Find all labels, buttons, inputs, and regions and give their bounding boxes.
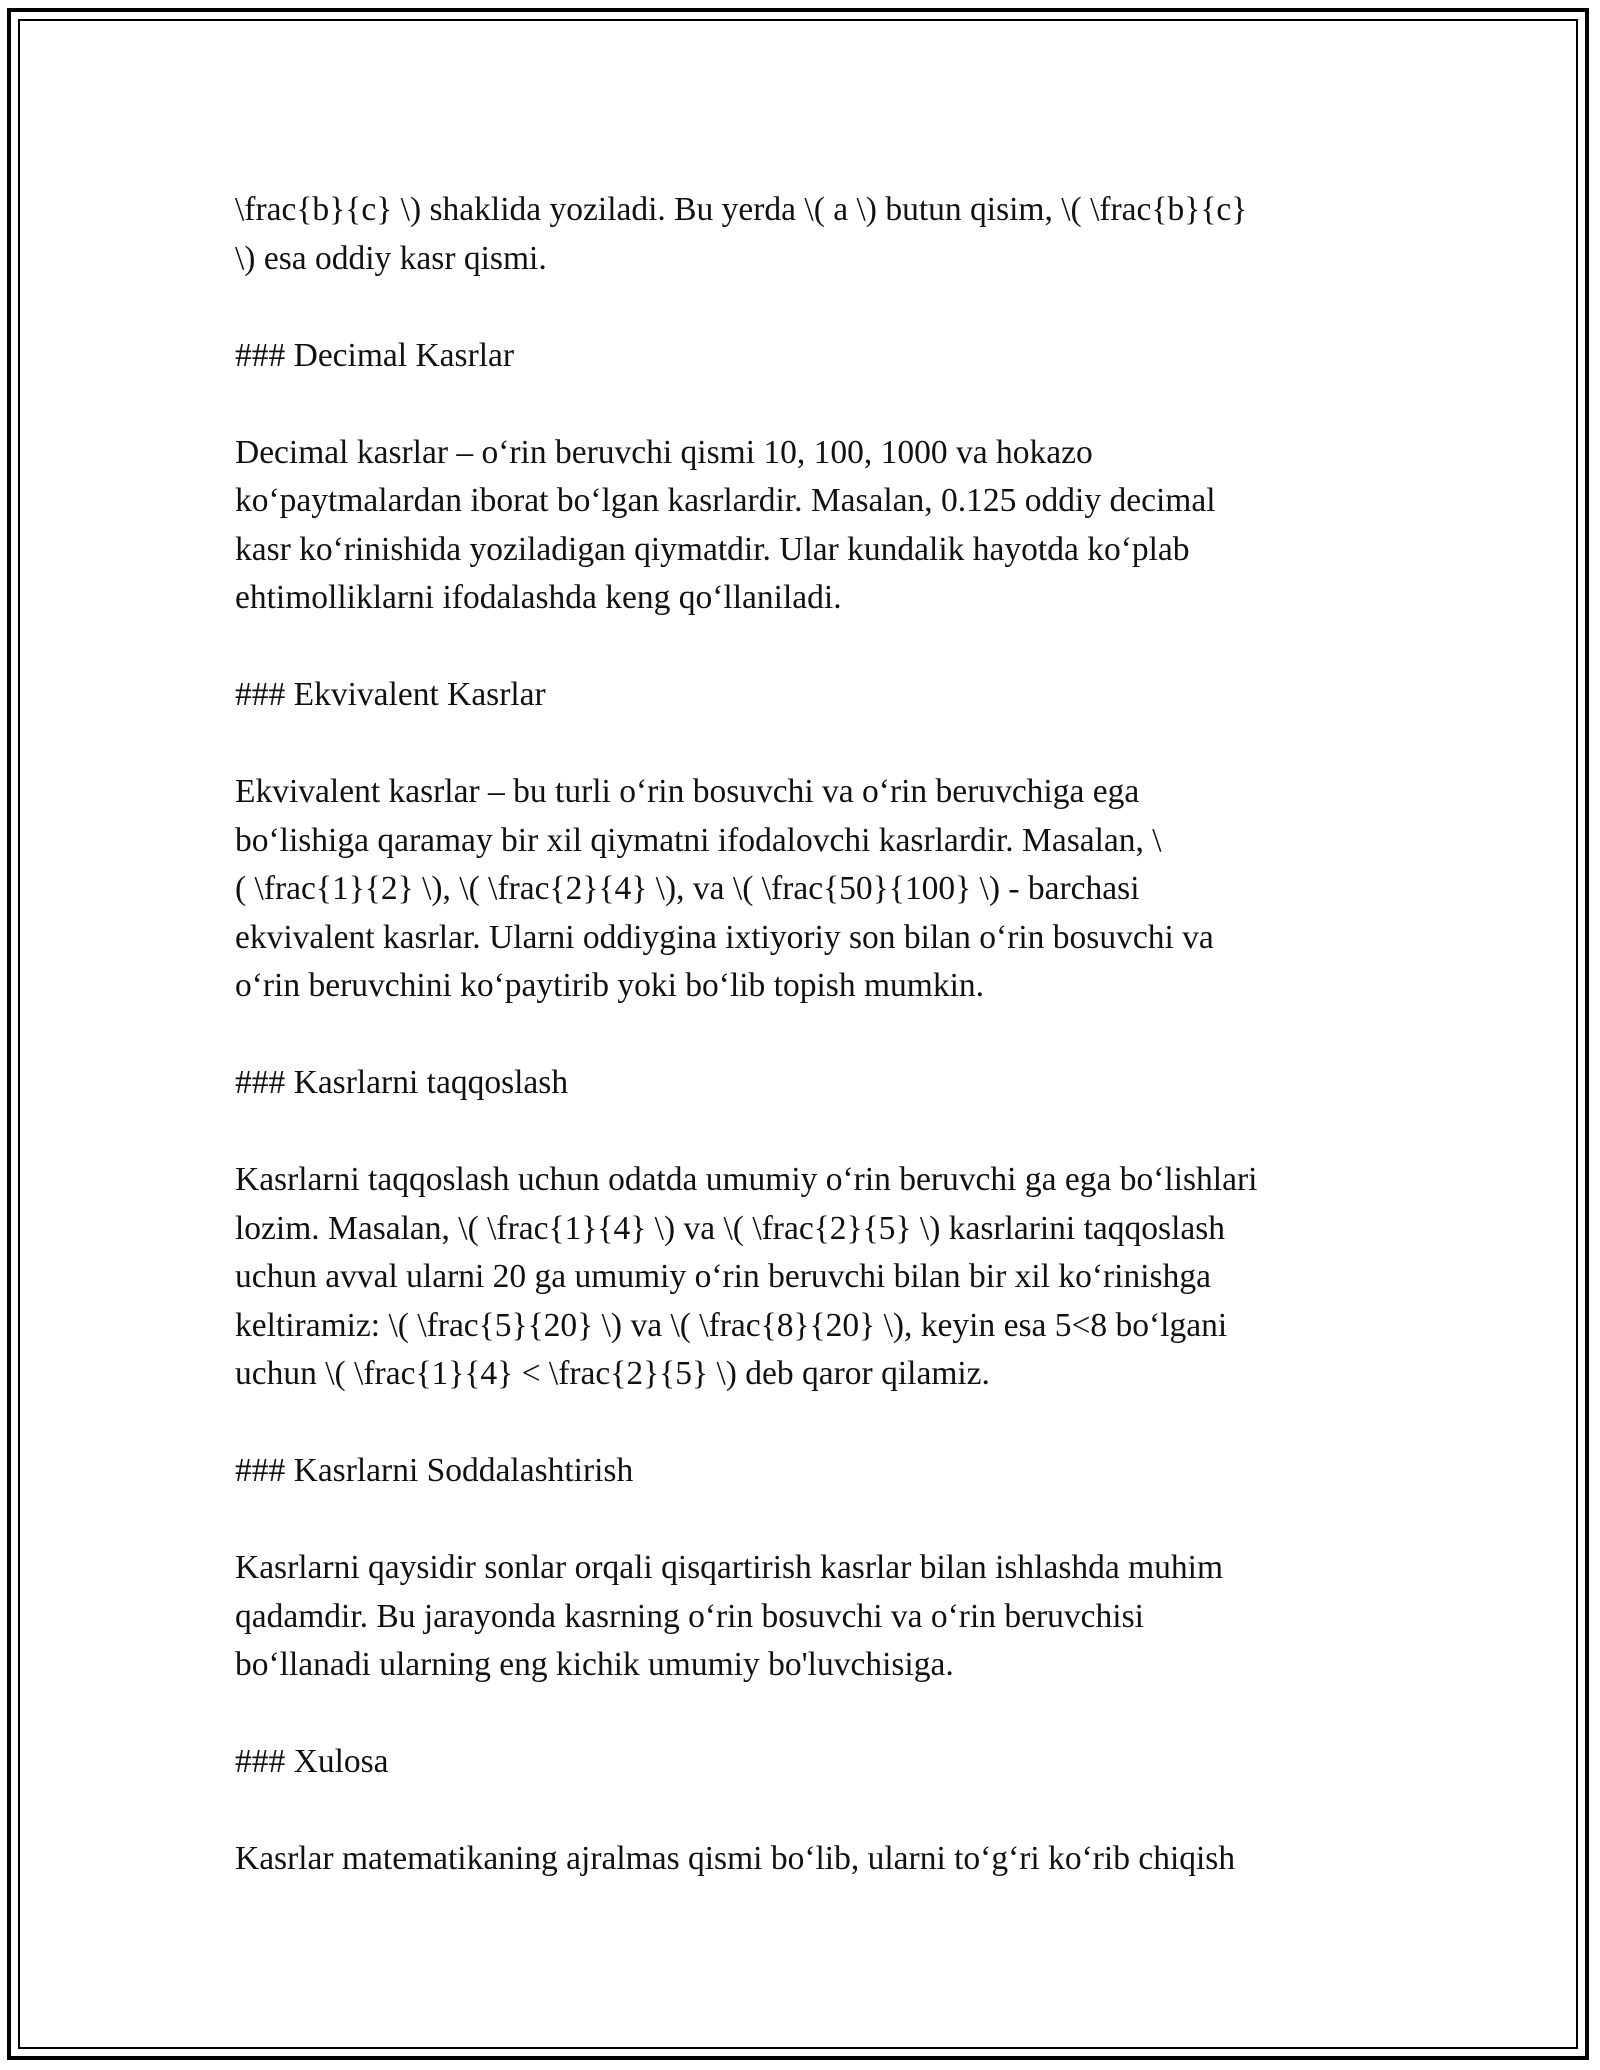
paragraph-ekvivalent-kasrlar — [235, 768, 1375, 1011]
text-line: Kasrlarni qaysidir sonlar orqali qisqartirish kasrlar bilan ishlashda muhim — [235, 1549, 1224, 1586]
text-line: Decimal kasrlar – o‘rin beruvchi qismi 10, 100, 1000 va hokazo — [235, 433, 1093, 471]
heading-decimal-kasrlar — [235, 332, 1375, 381]
heading-kasrlarni-soddalashtirish — [235, 1447, 1375, 1496]
text-line: kasr ko‘rinishida yoziladigan qiymatdir. Ular kundalik hayotda ko‘plab — [235, 530, 1190, 568]
text-line: Kasrlar matematikaning ajralmas qismi bo‘lib, ularni to‘g‘ri ko‘rib chiqish — [235, 1840, 1236, 1877]
text-line: Ekvivalent kasrlar – bu turli o‘rin bosuvchi va o‘rin beruvchiga ega — [235, 773, 1140, 810]
text-line: lozim. Masalan, \( \frac{1}{4} \) va \( \frac{2}{5} \) kasrlarini taqqoslash — [235, 1209, 1226, 1247]
text-line: o‘rin beruvchini ko‘paytirib yoki bo‘lib topish mumkin. — [235, 967, 985, 1004]
paragraph-kasrlarni-soddalashtirish — [235, 1544, 1375, 1690]
heading-xulosa — [235, 1738, 1375, 1787]
text-line: \frac{b}{c} \) shaklida yoziladi. Bu yerda \( a \) butun qisim, \( \frac{b}{c} — [235, 191, 1248, 228]
document-body — [235, 186, 1375, 1884]
paragraph-kasrlarni-taqqoslash — [235, 1156, 1375, 1399]
text-line: ( \frac{1}{2} \), \( \frac{2}{4} \), va \( \frac{50}{100} \) - barchasi — [235, 870, 1140, 907]
text-line: qadamdir. Bu jarayonda kasrning o‘rin bosuvchi va o‘rin beruvchisi — [235, 1597, 1144, 1635]
text-line: Kasrlarni taqqoslash uchun odatda umumiy o‘rin beruvchi ga ega bo‘lishlari — [235, 1161, 1258, 1198]
text-line: keltiramiz: \( \frac{5}{20} \) va \( \frac{8}{20} \), keyin esa 5<8 bo‘lgani — [235, 1306, 1228, 1344]
heading-text: ### Decimal Kasrlar — [235, 336, 515, 374]
text-line: ekvivalent kasrlar. Ularni oddiygina ixtiyoriy son bilan o‘rin bosuvchi va — [235, 918, 1214, 956]
heading-text: ### Kasrlarni taqqoslash — [235, 1064, 569, 1101]
paragraph-xulosa — [235, 1835, 1375, 1884]
text-line: bo‘llanadi ularning eng kichik umumiy bo'luvchisiga. — [235, 1646, 954, 1683]
heading-ekvivalent-kasrlar — [235, 671, 1375, 720]
text-line: ko‘paytmalardan iborat bo‘lgan kasrlardir. Masalan, 0.125 oddiy decimal — [235, 482, 1216, 519]
paragraph-decimal-kasrlar — [235, 429, 1375, 623]
text-line: \) esa oddiy kasr qismi. — [235, 239, 547, 277]
text-line: ehtimolliklarni ifodalashda keng qo‘llaniladi. — [235, 579, 842, 616]
heading-text: ### Xulosa — [235, 1743, 389, 1780]
text-line: uchun \( \frac{1}{4} < \frac{2}{5} \) deb qaror qilamiz. — [235, 1355, 990, 1392]
paragraph-mixed-number-continuation — [235, 186, 1375, 283]
heading-text: ### Kasrlarni Soddalashtirish — [235, 1452, 634, 1489]
heading-kasrlarni-taqqoslash — [235, 1059, 1375, 1108]
text-line: bo‘lishiga qaramay bir xil qiymatni ifodalovchi kasrlardir. Masalan, \ — [235, 821, 1162, 859]
heading-text: ### Ekvivalent Kasrlar — [235, 676, 546, 713]
text-line: uchun avval ularni 20 ga umumiy o‘rin beruvchi bilan bir xil ko‘rinishga — [235, 1258, 1211, 1295]
